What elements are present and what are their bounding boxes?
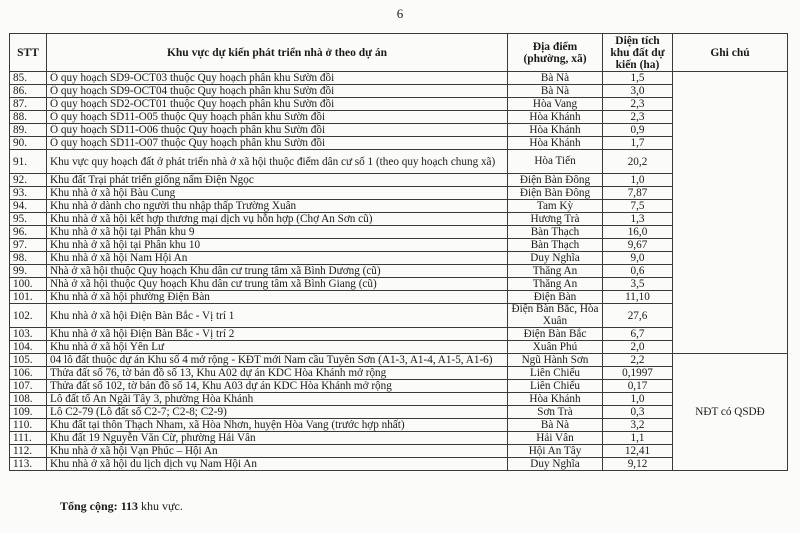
row-location: Hòa Tiến	[508, 150, 603, 174]
row-name: Khu nhà ở xã hội du lịch dịch vụ Nam Hội An	[47, 458, 508, 471]
row-stt: 86.	[10, 85, 47, 98]
row-stt: 96.	[10, 226, 47, 239]
table-row	[10, 124, 788, 137]
row-area: 1,5	[603, 72, 673, 85]
table-row	[10, 187, 788, 200]
table-row	[10, 265, 788, 278]
row-stt: 103.	[10, 328, 47, 341]
row-location: Bàn Thạch	[508, 239, 603, 252]
table-row	[10, 72, 788, 85]
row-location: Điện Bàn Đông	[508, 174, 603, 187]
row-name: Khu nhà ở xã hội phường Điện Bàn	[47, 291, 508, 304]
row-name: Khu đất Trại phát triển giống nấm Điện Ngọc	[47, 174, 508, 187]
table-row	[10, 278, 788, 291]
row-stt: 97.	[10, 239, 47, 252]
row-name: Ô quy hoạch SD2-OCT01 thuộc Quy hoạch phân khu Sườn đồi	[47, 98, 508, 111]
row-area: 2,3	[603, 111, 673, 124]
row-location: Hương Trà	[508, 213, 603, 226]
row-name: Ô quy hoạch SD9-OCT03 thuộc Quy hoạch phân khu Sườn đồi	[47, 72, 508, 85]
row-name: Thửa đất số 102, tờ bản đồ số 14, Khu A03 dự án KDC Hòa Khánh mở rộng	[47, 380, 508, 393]
table-row	[10, 367, 788, 380]
header-area: Diện tích khu đất dự kiến (ha)	[603, 34, 673, 72]
row-location: Liên Chiểu	[508, 367, 603, 380]
row-area: 12,41	[603, 445, 673, 458]
table-row	[10, 445, 788, 458]
row-location: Hòa Khánh	[508, 137, 603, 150]
row-location: Duy Nghĩa	[508, 458, 603, 471]
row-name: Khu đất tại thôn Thạch Nham, xã Hòa Nhơn, huyện Hòa Vang (trước hợp nhất)	[47, 419, 508, 432]
row-name: Khu vực quy hoạch đất ở phát triển nhà ở xã hội thuộc điểm dân cư số 1 (theo quy hoạch chung xã)	[47, 150, 508, 174]
row-area: 3,2	[603, 419, 673, 432]
note-group-label: NĐT có QSDĐ	[673, 354, 788, 471]
row-area: 1,0	[603, 393, 673, 406]
row-stt: 88.	[10, 111, 47, 124]
row-area: 7,87	[603, 187, 673, 200]
row-area: 11,10	[603, 291, 673, 304]
row-location: Sơn Trà	[508, 406, 603, 419]
row-location: Bàn Thạch	[508, 226, 603, 239]
row-location: Ngũ Hành Sơn	[508, 354, 603, 367]
row-name: Khu nhà ở xã hội tại Phân khu 9	[47, 226, 508, 239]
table-row	[10, 354, 788, 367]
row-area: 0,9	[603, 124, 673, 137]
row-location: Hòa Khánh	[508, 111, 603, 124]
row-area: 20,2	[603, 150, 673, 174]
row-location: Điện Bàn Bắc	[508, 328, 603, 341]
row-location: Duy Nghĩa	[508, 252, 603, 265]
row-area: 6,7	[603, 328, 673, 341]
table-row	[10, 137, 788, 150]
table-row	[10, 341, 788, 354]
table-row	[10, 432, 788, 445]
table-body	[10, 72, 788, 471]
row-name: Lô C2-79 (Lô đất số C2-7; C2-8; C2-9)	[47, 406, 508, 419]
row-stt: 101.	[10, 291, 47, 304]
row-name: Khu đất 19 Nguyễn Văn Cừ, phường Hải Vân	[47, 432, 508, 445]
row-area: 27,6	[603, 304, 673, 328]
row-stt: 107.	[10, 380, 47, 393]
row-name: Khu nhà ở xã hội Bàu Cung	[47, 187, 508, 200]
table-row	[10, 239, 788, 252]
row-location: Điện Bàn Đông	[508, 187, 603, 200]
row-stt: 94.	[10, 200, 47, 213]
header-stt: STT	[10, 34, 47, 72]
table-row	[10, 419, 788, 432]
row-stt: 102.	[10, 304, 47, 328]
row-name: Ô quy hoạch SD11-O07 thuộc Quy hoạch phân khu Sườn đồi	[47, 137, 508, 150]
row-area: 0,17	[603, 380, 673, 393]
row-stt: 95.	[10, 213, 47, 226]
total-count: 113	[120, 499, 139, 513]
row-location: Hòa Khánh	[508, 124, 603, 137]
table-row	[10, 406, 788, 419]
table-row	[10, 328, 788, 341]
row-area: 3,0	[603, 85, 673, 98]
row-location: Điện Bàn Bắc, Hòa Xuân	[508, 304, 603, 328]
row-location: Thăng An	[508, 278, 603, 291]
row-name: Lô đất tổ An Ngãi Tây 3, phường Hòa Khánh	[47, 393, 508, 406]
table-row	[10, 458, 788, 471]
table-row	[10, 213, 788, 226]
row-stt: 113.	[10, 458, 47, 471]
table-row	[10, 150, 788, 174]
row-stt: 108.	[10, 393, 47, 406]
row-area: 9,12	[603, 458, 673, 471]
row-area: 7,5	[603, 200, 673, 213]
row-name: Thửa đất số 76, tờ bản đồ số 13, Khu A02 dự án KDC Hòa Khánh mở rộng	[47, 367, 508, 380]
row-area: 1,1	[603, 432, 673, 445]
row-location: Điện Bàn	[508, 291, 603, 304]
table-row	[10, 380, 788, 393]
row-area: 9,67	[603, 239, 673, 252]
row-stt: 87.	[10, 98, 47, 111]
total-label: Tổng cộng:	[60, 499, 118, 513]
row-area: 0,1997	[603, 367, 673, 380]
row-name: Khu nhà ở xã hội tại Phân khu 10	[47, 239, 508, 252]
table-header-row	[10, 34, 788, 72]
row-area: 3,5	[603, 278, 673, 291]
table-row	[10, 393, 788, 406]
row-stt: 109.	[10, 406, 47, 419]
row-area: 1,3	[603, 213, 673, 226]
row-stt: 91.	[10, 150, 47, 174]
row-area: 2,0	[603, 341, 673, 354]
row-location: Hội An Tây	[508, 445, 603, 458]
row-name: Nhà ở xã hội thuộc Quy hoạch Khu dân cư trung tâm xã Bình Dương (cũ)	[47, 265, 508, 278]
row-name: Khu nhà ở xã hội Yên Lư	[47, 341, 508, 354]
row-stt: 105.	[10, 354, 47, 367]
row-area: 1,7	[603, 137, 673, 150]
row-location: Liên Chiểu	[508, 380, 603, 393]
row-location: Thăng An	[508, 265, 603, 278]
table-row	[10, 291, 788, 304]
page-number: 6	[396, 6, 404, 21]
row-location: Hòa Khánh	[508, 393, 603, 406]
row-name: Ô quy hoạch SD11-O06 thuộc Quy hoạch phân khu Sườn đồi	[47, 124, 508, 137]
row-name: Khu nhà ở xã hội Vạn Phúc – Hội An	[47, 445, 508, 458]
row-location: Hải Vân	[508, 432, 603, 445]
row-stt: 106.	[10, 367, 47, 380]
header-location: Địa điểm (phường, xã)	[508, 34, 603, 72]
row-area: 2,3	[603, 98, 673, 111]
row-name: 04 lô đất thuộc dự án Khu số 4 mở rộng - KĐT mới Nam cầu Tuyên Sơn (A1-3, A1-4, A1-5, A1-6)	[47, 354, 508, 367]
row-area: 1,0	[603, 174, 673, 187]
row-location: Bà Nà	[508, 85, 603, 98]
header-name: Khu vực dự kiến phát triển nhà ở theo dự án	[47, 34, 508, 72]
table-row	[10, 304, 788, 328]
table-row	[10, 111, 788, 124]
row-area: 2,2	[603, 354, 673, 367]
row-location: Xuân Phú	[508, 341, 603, 354]
row-area: 0,6	[603, 265, 673, 278]
row-name: Khu nhà ở xã hội kết hợp thương mại dịch vụ hỗn hợp (Chợ An Sơn cũ)	[47, 213, 508, 226]
row-location: Hòa Vang	[508, 98, 603, 111]
table-row	[10, 98, 788, 111]
row-name: Khu nhà ở xã hội Điện Bàn Bắc - Vị trí 2	[47, 328, 508, 341]
row-name: Ô quy hoạch SD9-OCT04 thuộc Quy hoạch phân khu Sườn đồi	[47, 85, 508, 98]
row-name: Khu nhà ở dành cho người thu nhập thấp Trường Xuân	[47, 200, 508, 213]
row-name: Nhà ở xã hội thuộc Quy hoạch Khu dân cư trung tâm xã Bình Giang (cũ)	[47, 278, 508, 291]
row-name: Khu nhà ở xã hội Điện Bàn Bắc - Vị trí 1	[47, 304, 508, 328]
row-name: Ô quy hoạch SD11-O05 thuộc Quy hoạch phân khu Sườn đồi	[47, 111, 508, 124]
row-stt: 90.	[10, 137, 47, 150]
row-stt: 104.	[10, 341, 47, 354]
row-stt: 100.	[10, 278, 47, 291]
row-stt: 110.	[10, 419, 47, 432]
table-row	[10, 200, 788, 213]
row-location: Bà Nà	[508, 72, 603, 85]
header-note: Ghi chú	[673, 34, 788, 72]
row-stt: 85.	[10, 72, 47, 85]
table-row	[10, 226, 788, 239]
row-stt: 112.	[10, 445, 47, 458]
row-stt: 89.	[10, 124, 47, 137]
row-stt: 92.	[10, 174, 47, 187]
table-row	[10, 174, 788, 187]
land-table	[9, 33, 788, 471]
row-area: 16,0	[603, 226, 673, 239]
row-note-empty	[673, 72, 788, 354]
row-stt: 99.	[10, 265, 47, 278]
total-suffix: khu vực.	[141, 499, 183, 513]
table-row	[10, 252, 788, 265]
table-row	[10, 85, 788, 98]
row-location: Bà Nà	[508, 419, 603, 432]
row-stt: 98.	[10, 252, 47, 265]
row-area: 9,0	[603, 252, 673, 265]
row-stt: 111.	[10, 432, 47, 445]
row-location: Tam Kỳ	[508, 200, 603, 213]
row-stt: 93.	[10, 187, 47, 200]
row-name: Khu nhà ở xã hội Nam Hội An	[47, 252, 508, 265]
row-area: 0,3	[603, 406, 673, 419]
total-line	[60, 499, 183, 514]
